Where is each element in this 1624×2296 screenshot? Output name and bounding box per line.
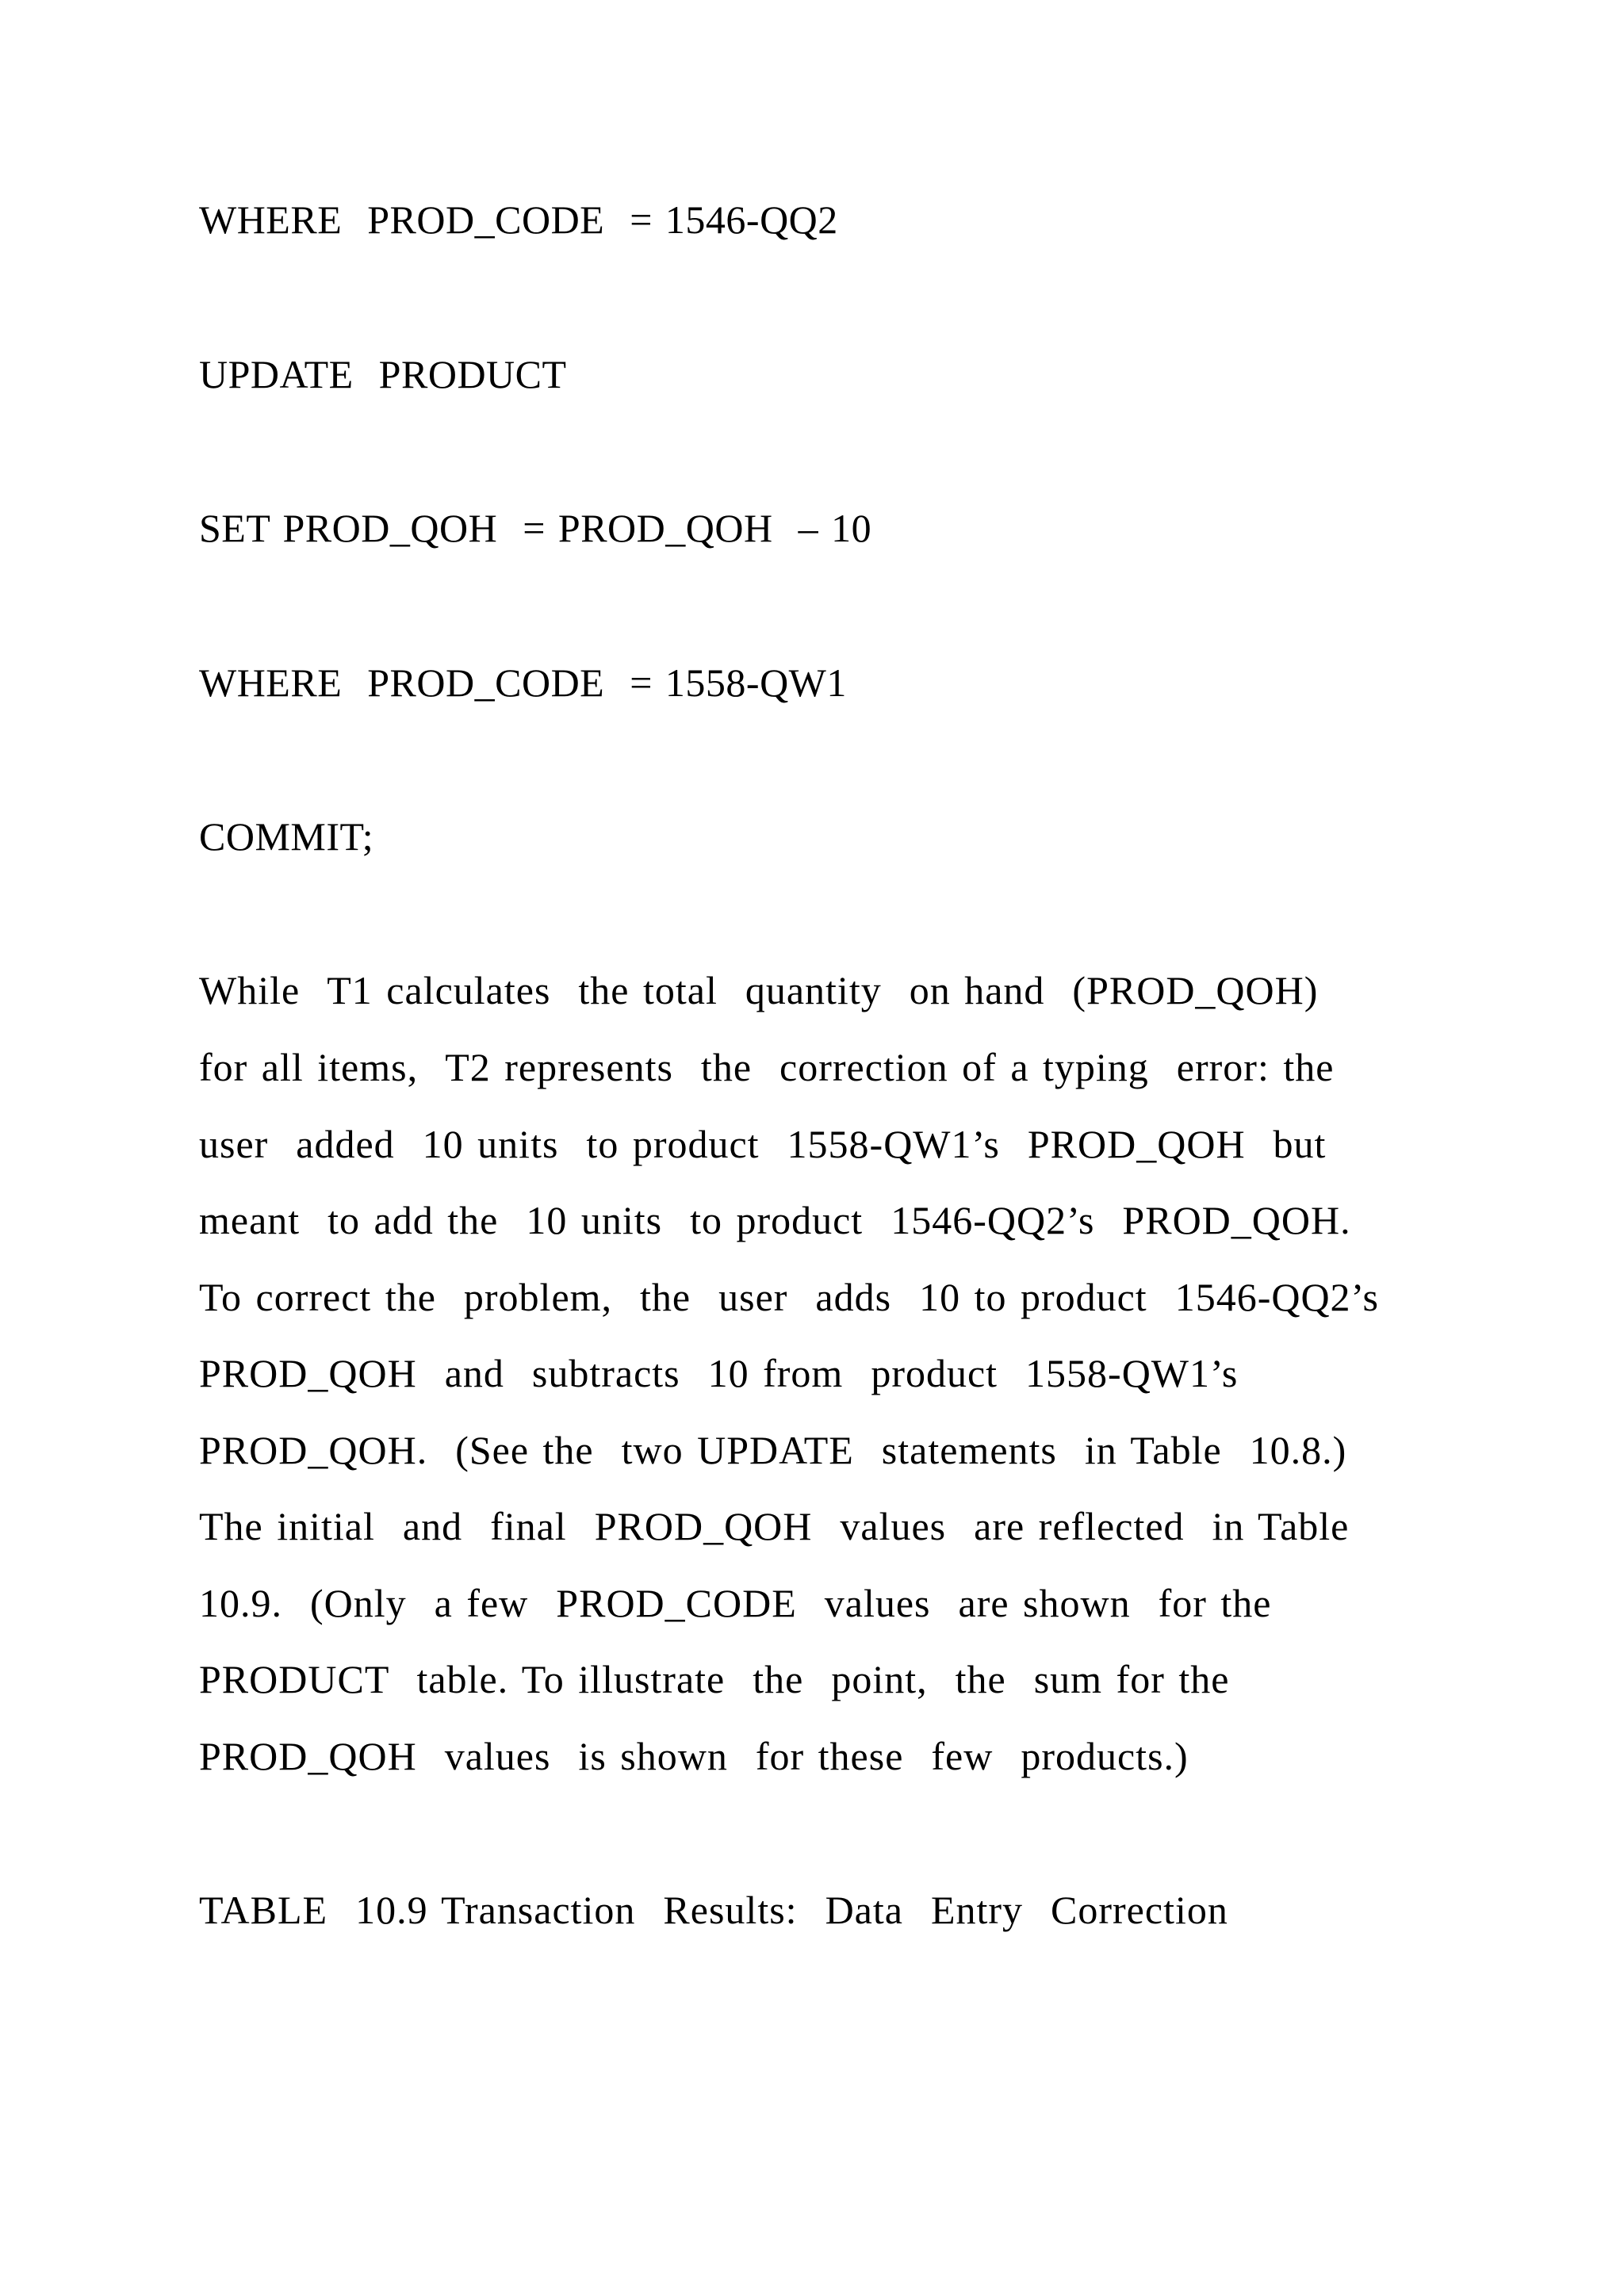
paragraph-line: PROD_QOH and subtracts 10 from product 1558-QW1’s — [199, 1351, 1239, 1395]
code-line-where-1546: WHERE PROD_CODE = 1546-QQ2 — [199, 197, 838, 242]
paragraph-line: The initial and final PROD_QOH values are reflected in Table — [199, 1504, 1350, 1548]
paragraph-line: PRODUCT table. To illustrate the point, the sum for the — [199, 1657, 1230, 1701]
code-line-update-product: UPDATE PRODUCT — [199, 352, 567, 396]
code-line-commit: COMMIT; — [199, 814, 374, 859]
paragraph-line: PROD_QOH values is shown for these few products.) — [199, 1734, 1189, 1778]
paragraph-line: meant to add the 10 units to product 1546-QQ2’s PROD_QOH. — [199, 1198, 1351, 1242]
table-caption: TABLE 10.9 Transaction Results: Data Entry Correction — [199, 1888, 1228, 1932]
paragraph-line: for all items, T2 represents the correction of a typing error: the — [199, 1045, 1335, 1089]
paragraph-line: To correct the problem, the user adds 10 to product 1546-QQ2’s — [199, 1275, 1379, 1319]
code-line-set-prod-qoh: SET PROD_QOH = PROD_QOH – 10 — [199, 506, 872, 550]
paragraph-line: user added 10 units to product 1558-QW1’s PROD_QOH but — [199, 1122, 1327, 1166]
paragraph-line: 10.9. (Only a few PROD_CODE values are shown for the — [199, 1581, 1272, 1625]
code-line-where-1558: WHERE PROD_CODE = 1558-QW1 — [199, 660, 847, 705]
paragraph-line: PROD_QOH. (See the two UPDATE statements in Table 10.8.) — [199, 1428, 1347, 1472]
paragraph-line: While T1 calculates the total quantity on hand (PROD_QOH) — [199, 968, 1319, 1012]
